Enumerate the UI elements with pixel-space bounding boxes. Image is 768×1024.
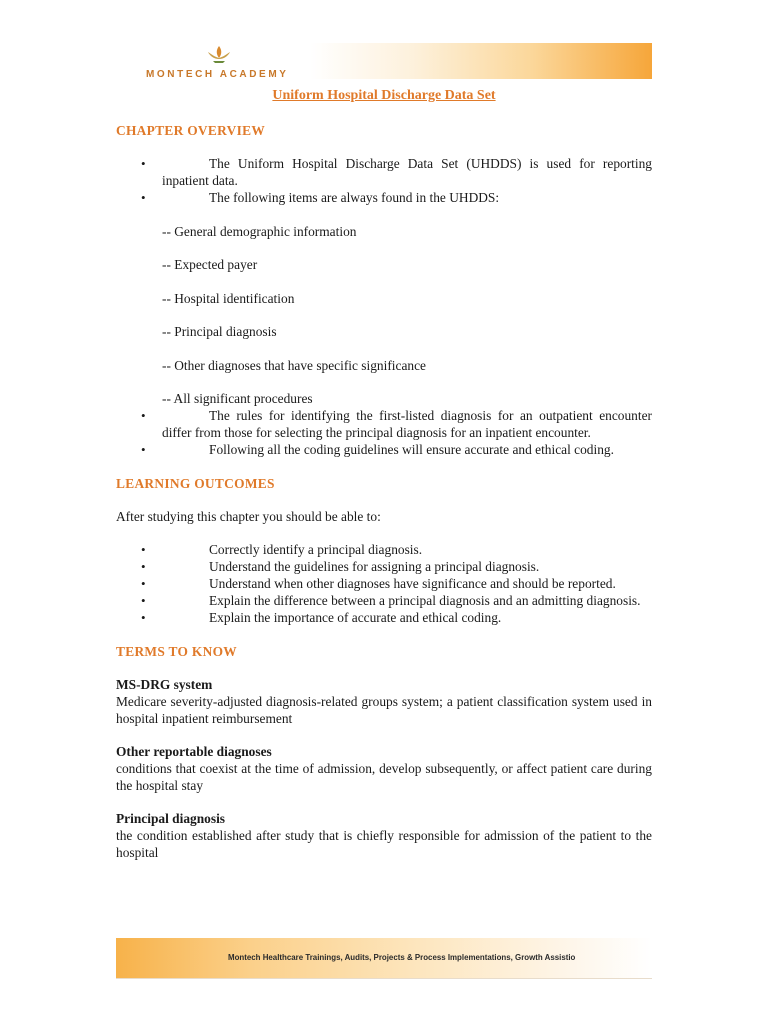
list-item: -- All significant procedures	[162, 391, 313, 406]
overview-bullets-continued	[116, 407, 652, 458]
bullet-icon: •	[141, 190, 146, 205]
montech-logo	[146, 44, 296, 84]
bullet-text: Explain the difference between a principal diagnosis and an admitting diagnosis.	[209, 593, 641, 608]
page-footer	[116, 938, 652, 979]
list-item	[116, 609, 652, 626]
bullet-text: The Uniform Hospital Discharge Data Set (UHDDS) is used for reporting inpatient data.	[162, 156, 652, 188]
uhdds-items	[116, 223, 652, 408]
term-definition: Medicare severity-adjusted diagnosis-related groups system; a patient classification system used in hospital inpatient reimbursement	[116, 694, 652, 726]
chapter-overview-heading: CHAPTER OVERVIEW	[116, 123, 266, 138]
list-item: -- General demographic information	[162, 223, 357, 239]
logo-text: MONTECH ACADEMY	[146, 69, 289, 80]
lotus-logo-icon	[206, 44, 232, 64]
list-item	[116, 541, 652, 558]
list-item	[116, 155, 652, 189]
learning-outcomes-heading: LEARNING OUTCOMES	[116, 476, 275, 491]
bullet-text: Explain the importance of accurate and ethical coding.	[209, 610, 502, 625]
list-item: -- Expected payer	[162, 257, 258, 272]
list-item	[116, 575, 652, 592]
term-entry	[116, 676, 652, 727]
document-content	[116, 118, 652, 861]
bullet-icon: •	[141, 576, 146, 591]
term-title: Principal diagnosis	[116, 811, 226, 826]
terms-heading: TERMS TO KNOW	[116, 644, 237, 659]
list-item: -- Principal diagnosis	[162, 324, 277, 339]
term-entry	[116, 743, 652, 794]
bullet-icon: •	[141, 408, 146, 423]
outcomes-bullets	[116, 541, 652, 626]
bullet-icon: •	[141, 593, 146, 608]
bullet-icon: •	[141, 610, 146, 625]
list-item	[116, 441, 652, 458]
bullet-text: Correctly identify a principal diagnosis.	[209, 542, 423, 557]
term-entry	[116, 810, 652, 861]
term-title: Other reportable diagnoses	[116, 744, 272, 759]
bullet-text: The following items are always found in the UHDDS:	[209, 190, 500, 205]
term-definition: conditions that coexist at the time of admission, develop subsequently, or affect patient care during the hospital stay	[116, 761, 652, 793]
list-item	[116, 558, 652, 575]
list-item	[116, 407, 652, 441]
list-item: -- Other diagnoses that have specific significance	[162, 357, 426, 373]
list-item	[116, 592, 652, 609]
bullet-icon: •	[141, 442, 146, 457]
list-item	[116, 189, 652, 206]
bullet-text: Understand the guidelines for assigning a principal diagnosis.	[209, 559, 540, 574]
footer-text: Montech Healthcare Trainings, Audits, Projects & Process Implementations, Growth Assistio	[228, 952, 576, 962]
bullet-text: Understand when other diagnoses have significance and should be reported.	[209, 576, 616, 591]
bullet-text: The rules for identifying the first-listed diagnosis for an outpatient encounter differ from those for selecting the principal diagnosis for an inpatient encounter.	[162, 408, 652, 440]
term-title: MS-DRG system	[116, 677, 213, 692]
bullet-icon: •	[141, 156, 146, 171]
term-definition: the condition established after study that is chiefly responsible for admission of the patient to the hospital	[116, 828, 652, 860]
header-gradient-band	[310, 43, 652, 79]
overview-bullets	[116, 155, 652, 206]
document-title: Uniform Hospital Discharge Data Set	[272, 88, 496, 103]
learning-outcomes-intro: After studying this chapter you should be able to:	[116, 509, 381, 524]
bullet-text: Following all the coding guidelines will ensure accurate and ethical coding.	[209, 442, 614, 457]
bullet-icon: •	[141, 542, 146, 557]
list-item: -- Hospital identification	[162, 290, 295, 306]
bullet-icon: •	[141, 559, 146, 574]
page-header	[0, 38, 768, 86]
